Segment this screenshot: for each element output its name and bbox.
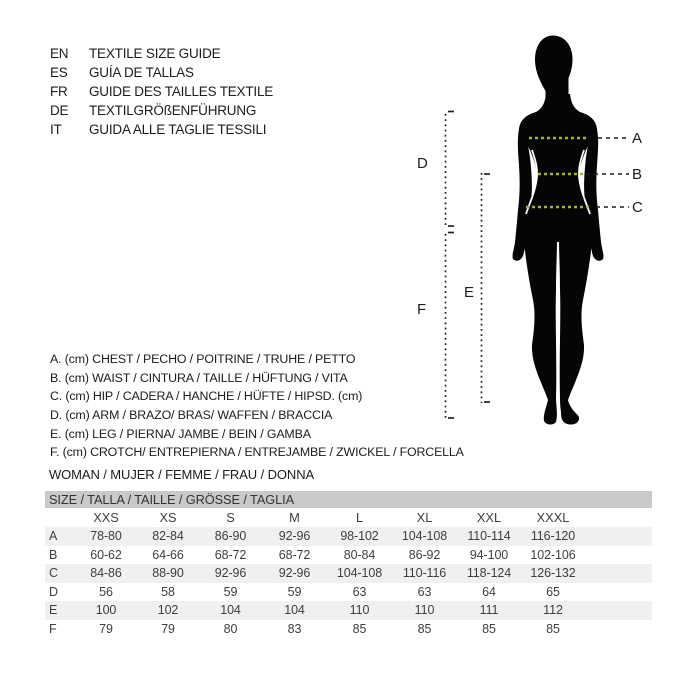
value-cell: 110 bbox=[349, 603, 370, 618]
language-code: DE bbox=[50, 103, 69, 118]
language-code: FR bbox=[50, 84, 68, 99]
value-cell: 65 bbox=[546, 584, 560, 599]
woman-silhouette-icon bbox=[513, 36, 604, 425]
value-cell: 83 bbox=[287, 621, 302, 636]
size-column-headers bbox=[45, 508, 652, 527]
value-cell: 85 bbox=[546, 621, 560, 636]
legend-crotch: F. (cm) CROTCH/ ENTREPIERNA / ENTREJAMBE / ZWICKEL / FORCELLA bbox=[50, 445, 464, 460]
table-row-leg bbox=[45, 601, 652, 620]
label-C: C bbox=[632, 199, 643, 216]
value-cell: 68-72 bbox=[278, 547, 311, 562]
row-label: E bbox=[49, 603, 58, 618]
value-cell: 63 bbox=[417, 584, 432, 599]
label-E: E bbox=[464, 284, 475, 301]
col-s: S bbox=[226, 510, 235, 525]
language-title: TEXTILE SIZE GUIDE bbox=[89, 46, 221, 61]
label-B: B bbox=[632, 166, 643, 183]
row-label: B bbox=[49, 547, 58, 562]
value-cell: 56 bbox=[99, 584, 113, 599]
col-xxs: XXS bbox=[93, 510, 119, 525]
value-cell: 80-84 bbox=[343, 547, 376, 562]
value-cell: 64 bbox=[482, 584, 496, 599]
language-code: ES bbox=[50, 65, 68, 80]
legend-chest: A. (cm) CHEST / PECHO / POITRINE / TRUHE / PETTO bbox=[50, 352, 356, 366]
language-title: GUIDE DES TAILLES TEXTILE bbox=[89, 84, 274, 99]
table-row-waist bbox=[45, 546, 652, 565]
value-cell: 85 bbox=[352, 621, 367, 636]
value-cell: 92-96 bbox=[278, 529, 311, 544]
value-cell: 94-100 bbox=[469, 547, 509, 562]
value-cell: 85 bbox=[417, 621, 432, 636]
col-xl: XL bbox=[416, 510, 433, 525]
legend-waist: B. (cm) WAIST / CINTURA / TAILLE / HÜFTUNG / VITA bbox=[50, 370, 348, 385]
legend-leg: E. (cm) LEG / PIERNA/ JAMBE / BEIN / GAMBA bbox=[50, 426, 311, 441]
measurement-legend bbox=[50, 350, 464, 462]
value-cell: 63 bbox=[352, 584, 367, 599]
table-row-crotch bbox=[45, 620, 652, 639]
table-row-chest bbox=[45, 527, 652, 546]
language-title: GUÍA DE TALLAS bbox=[89, 65, 194, 80]
category-woman-line: WOMAN / MUJER / FEMME / FRAU / DONNA bbox=[49, 467, 315, 482]
value-cell: 104-108 bbox=[401, 529, 448, 544]
value-cell: 110-116 bbox=[402, 566, 447, 581]
value-cell: 85 bbox=[482, 621, 496, 636]
value-cell: 82-84 bbox=[152, 529, 184, 544]
col-xs: XS bbox=[159, 510, 177, 525]
language-row-it bbox=[50, 120, 273, 139]
size-header-bar: SIZE / TALLA / TAILLE / GRÖSSE / TAGLIA bbox=[45, 491, 652, 508]
language-code: IT bbox=[50, 122, 62, 137]
label-D: D bbox=[417, 155, 428, 172]
value-cell: 110-114 bbox=[467, 529, 511, 544]
value-cell: 78-80 bbox=[90, 529, 122, 544]
value-cell: 126-132 bbox=[530, 566, 576, 581]
value-cell: 58 bbox=[161, 584, 175, 599]
col-l: L bbox=[355, 510, 364, 525]
language-row-de bbox=[50, 101, 273, 120]
value-cell: 104 bbox=[220, 603, 241, 618]
value-cell: 59 bbox=[223, 584, 238, 599]
row-label: A bbox=[49, 529, 58, 544]
label-F: F bbox=[417, 301, 427, 318]
size-table bbox=[45, 491, 652, 638]
value-cell: 68-72 bbox=[214, 547, 247, 562]
value-cell: 86-90 bbox=[214, 529, 247, 544]
legend-hip: C. (cm) HIP / CADERA / HANCHE / HÜFTE / HIPSD. (cm) bbox=[50, 389, 363, 404]
row-label: F bbox=[49, 621, 57, 636]
label-A: A bbox=[632, 130, 643, 147]
value-cell: 79 bbox=[161, 621, 175, 636]
language-row-fr bbox=[50, 82, 273, 101]
language-code: EN bbox=[50, 46, 69, 61]
value-cell: 112 bbox=[543, 603, 563, 618]
table-row-arm bbox=[45, 583, 652, 602]
col-m: M bbox=[289, 510, 300, 525]
language-title: TEXTILGRÖßENFÜHRUNG bbox=[89, 103, 257, 118]
value-cell: 86-92 bbox=[408, 547, 441, 562]
row-label: D bbox=[49, 584, 58, 599]
value-cell: 116-120 bbox=[530, 529, 576, 544]
value-cell: 98-102 bbox=[340, 529, 379, 544]
row-label: C bbox=[49, 566, 58, 581]
table-row-hip bbox=[45, 564, 652, 583]
value-cell: 64-66 bbox=[152, 547, 184, 562]
value-cell: 79 bbox=[99, 621, 113, 636]
value-cell: 104 bbox=[284, 603, 305, 618]
value-cell: 92-96 bbox=[278, 566, 311, 581]
language-list bbox=[50, 44, 273, 139]
value-cell: 60-62 bbox=[90, 547, 122, 562]
value-cell: 104-108 bbox=[336, 566, 383, 581]
language-title: GUIDA ALLE TAGLIE TESSILI bbox=[89, 122, 267, 137]
value-cell: 102 bbox=[157, 603, 179, 618]
value-cell: 92-96 bbox=[214, 566, 247, 581]
value-cell: 102-106 bbox=[530, 547, 576, 562]
value-cell: 110 bbox=[414, 603, 435, 618]
value-cell: 111 bbox=[479, 603, 499, 618]
legend-arm: D. (cm) ARM / BRAZO/ BRAS/ WAFFEN / BRACCIA bbox=[50, 408, 333, 423]
language-row-es bbox=[50, 63, 273, 82]
col-xxl: XXL bbox=[476, 510, 502, 525]
value-cell: 88-90 bbox=[152, 566, 184, 581]
col-xxxl: XXXL bbox=[536, 510, 570, 525]
value-cell: 118-124 bbox=[466, 566, 512, 581]
value-cell: 100 bbox=[95, 603, 117, 618]
value-cell: 59 bbox=[287, 584, 302, 599]
value-cell: 84-86 bbox=[90, 566, 122, 581]
language-row-en bbox=[50, 44, 273, 63]
value-cell: 80 bbox=[223, 621, 238, 636]
